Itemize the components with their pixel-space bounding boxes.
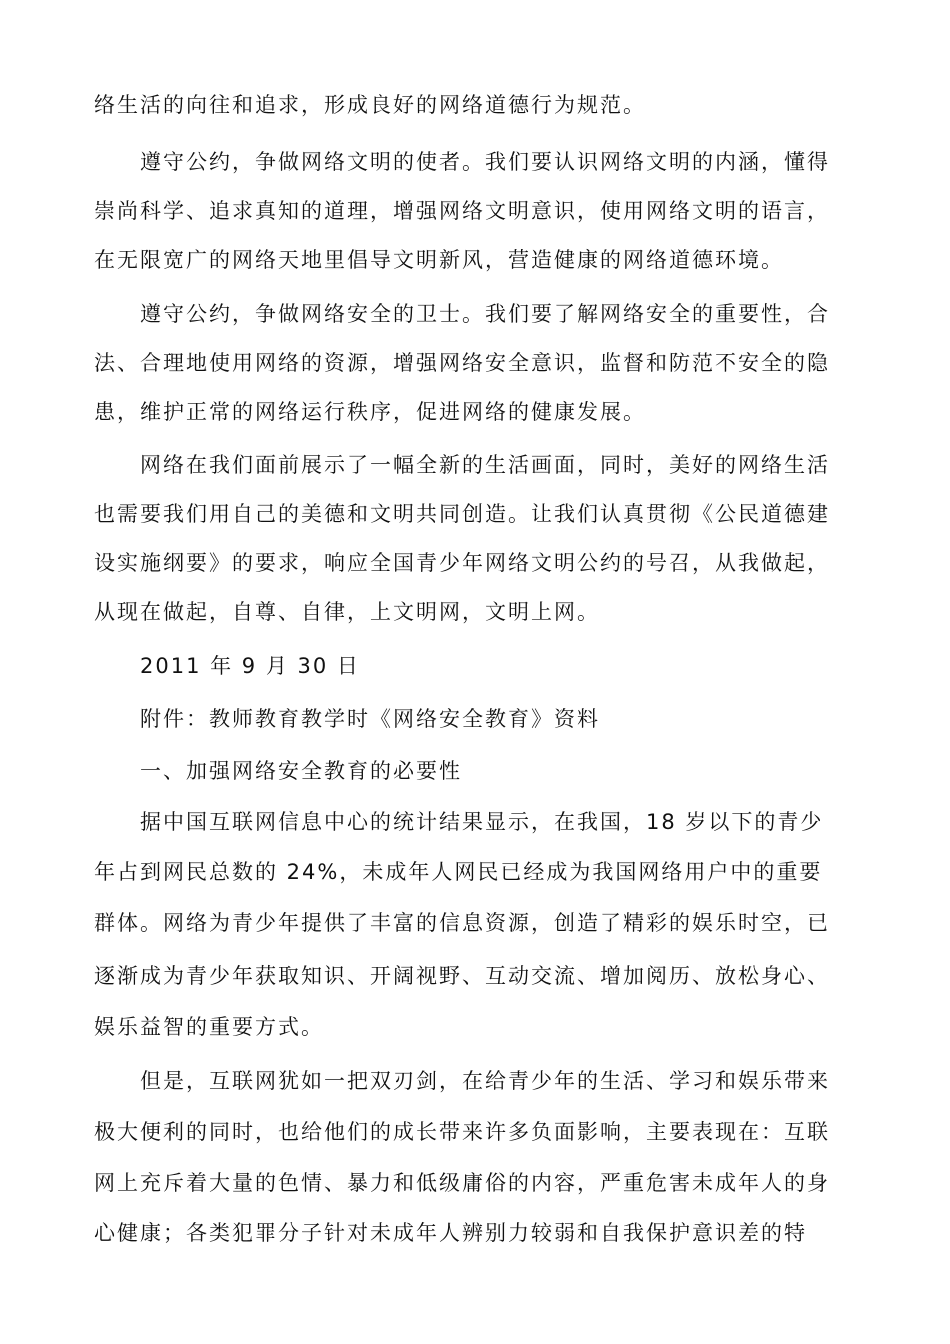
attachment-title: 附件：教师教育教学时《网络安全教育》资料 (140, 707, 600, 731)
text-line: 法、合理地使用网络的资源，增强网络安全意识，监督和防范不安全的隐 (94, 351, 830, 375)
text-line: 但是，互联网犹如一把双刃剑，在给青少年的生活、学习和娱乐带来 (140, 1069, 830, 1093)
section-heading: 一、加强网络安全教育的必要性 (140, 759, 462, 783)
text-line: 遵守公约，争做网络文明的使者。我们要认识网络文明的内涵，懂得 (140, 150, 830, 174)
text-line: 年占到网民总数的 24%，未成年人网民已经成为我国网络用户中的重要 (94, 860, 823, 884)
text-line: 据中国互联网信息中心的统计结果显示，在我国，18 岁以下的青少 (140, 810, 824, 834)
text-line: 崇尚科学、追求真知的道理，增强网络文明意识，使用网络文明的语言， (94, 199, 830, 223)
text-line: 娱乐益智的重要方式。 (94, 1015, 324, 1039)
text-line: 网络在我们面前展示了一幅全新的生活画面，同时，美好的网络生活 (140, 453, 830, 477)
text-line: 逐渐成为青少年获取知识、开阔视野、互动交流、增加阅历、放松身心、 (94, 964, 830, 988)
date-line: 2011 年 9 月 30 日 (140, 654, 360, 678)
text-line: 心健康；各类犯罪分子针对未成年人辨别力较弱和自我保护意识差的特 (94, 1221, 807, 1245)
text-line: 络生活的向往和追求，形成良好的网络道德行为规范。 (94, 93, 646, 117)
text-line: 设实施纲要》的要求，响应全国青少年网络文明公约的号召，从我做起， (94, 551, 830, 575)
text-line: 从现在做起，自尊、自律，上文明网，文明上网。 (94, 600, 600, 624)
text-line: 遵守公约，争做网络安全的卫士。我们要了解网络安全的重要性，合 (140, 302, 830, 326)
text-line: 也需要我们用自己的美德和文明共同创造。让我们认真贯彻《公民道德建 (94, 502, 830, 526)
text-line: 极大便利的同时，也给他们的成长带来许多负面影响，主要表现在：互联 (94, 1120, 830, 1144)
text-line: 群体。网络为青少年提供了丰富的信息资源，创造了精彩的娱乐时空，已 (94, 911, 830, 935)
text-line: 网上充斥着大量的色情、暴力和低级庸俗的内容，严重危害未成年人的身 (94, 1171, 830, 1195)
text-line: 在无限宽广的网络天地里倡导文明新风，营造健康的网络道德环境。 (94, 248, 784, 272)
text-line: 患，维护正常的网络运行秩序，促进网络的健康发展。 (94, 400, 646, 424)
